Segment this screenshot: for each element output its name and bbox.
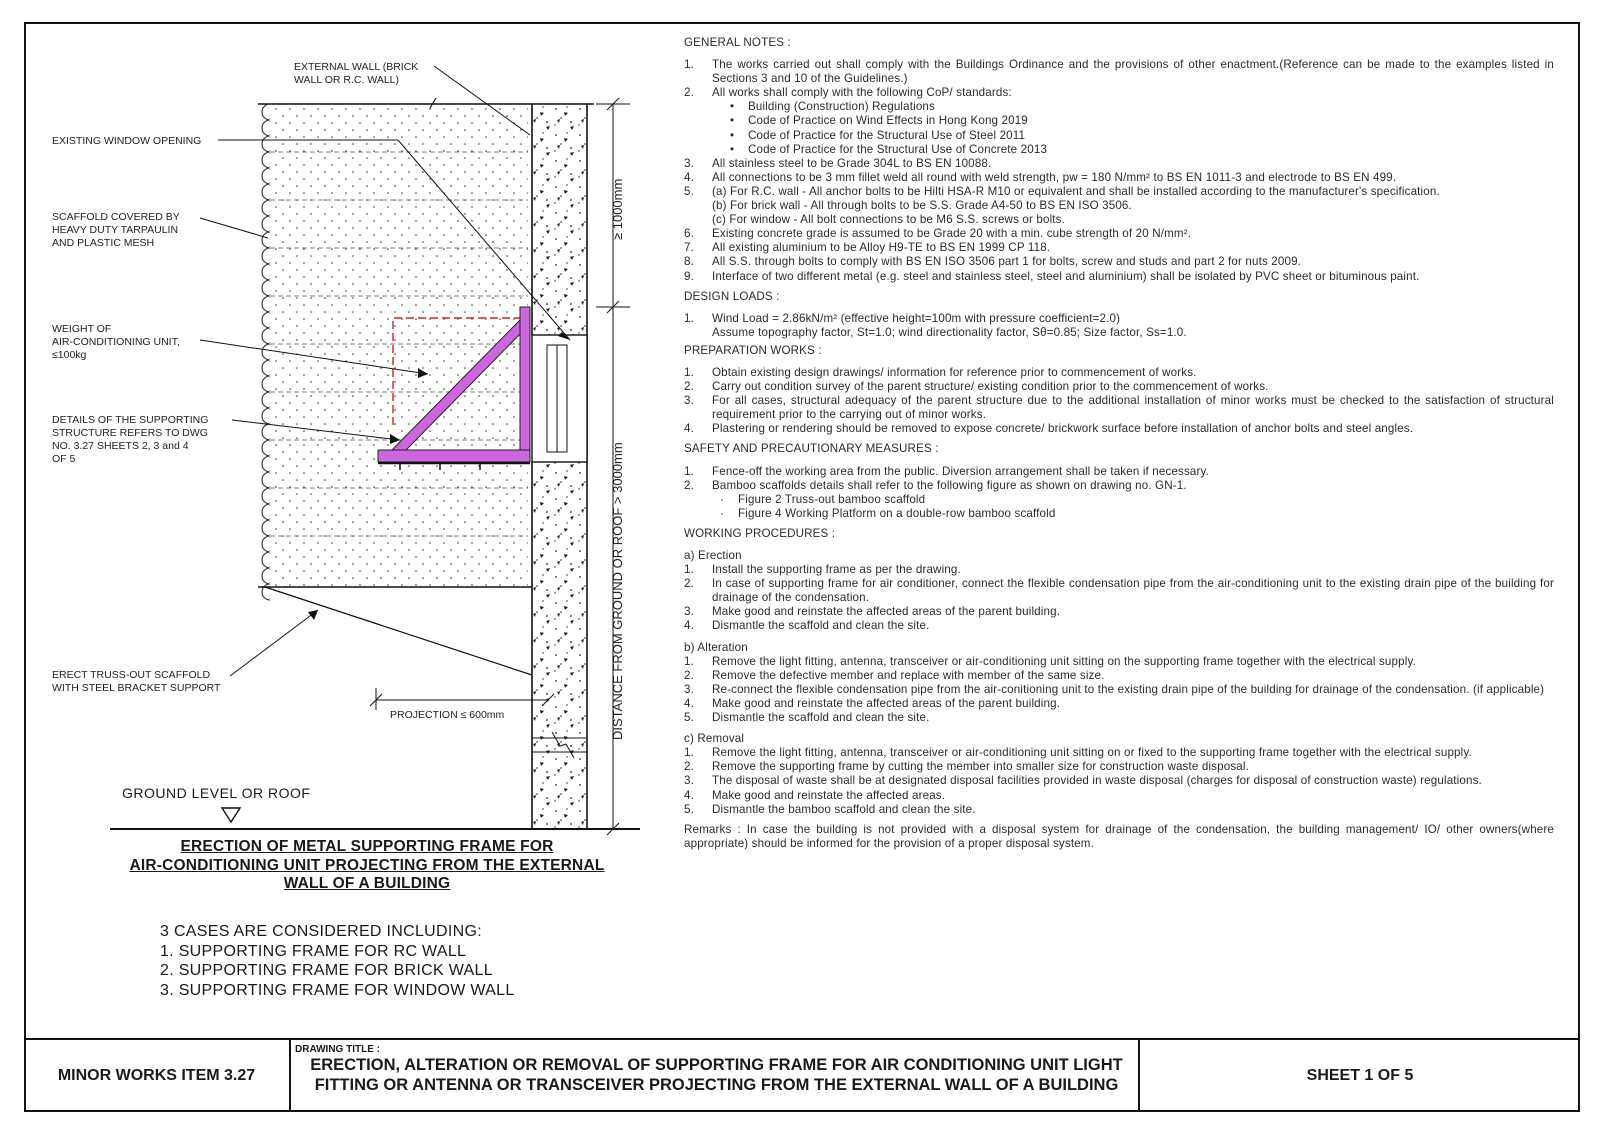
erection-step-text: Dismantle the scaffold and clean the site. bbox=[712, 619, 930, 633]
removal-step bbox=[684, 760, 1554, 774]
general-note-text: Existing concrete grade is assumed to be Grade 20 with a min. cube strength of 20 N/mm². bbox=[712, 227, 1192, 241]
cases-heading: 3 CASES ARE CONSIDERED INCLUDING: bbox=[160, 923, 482, 940]
alteration-step-text: Remove the defective member and replace with member of the same size. bbox=[712, 668, 1105, 682]
cop-item bbox=[684, 114, 1554, 128]
prep-note-number: 4. bbox=[684, 422, 694, 436]
cop-item-text: Code of Practice on Wind Effects in Hong Kong 2019 bbox=[748, 114, 1028, 128]
bullet-icon: · bbox=[720, 506, 725, 520]
erection-step-number: 4. bbox=[684, 619, 694, 633]
drawing-title-line: ERECTION, ALTERATION OR REMOVAL OF SUPPORTING FRAME FOR AIR CONDITIONING UNIT LIGHT bbox=[310, 1056, 1123, 1074]
drawing-title-cell bbox=[291, 1040, 1140, 1112]
general-note-number: 8. bbox=[684, 255, 694, 269]
general-note bbox=[684, 255, 1554, 269]
label-external-wall bbox=[294, 61, 418, 86]
erection-step bbox=[684, 577, 1554, 605]
sheet-number: SHEET 1 OF 5 bbox=[1306, 1067, 1414, 1084]
drawing-title-line: FITTING OR ANTENNA OR TRANSCEIVER PROJECTING FROM THE EXTERNAL WALL OF A BUILDING bbox=[314, 1076, 1119, 1094]
label-weight bbox=[52, 323, 180, 361]
removal-step bbox=[684, 774, 1554, 788]
general-note-text: All connections to be 3 mm fillet weld all round with weld strength, pw = 180 N/mm² to BS EN 1011-3 and electrode to BS EN 499. bbox=[712, 170, 1397, 184]
svg-text:WALL OR R.C. WALL): WALL OR R.C. WALL) bbox=[294, 74, 400, 86]
general-note-text: The works carried out shall comply with the Buildings Ordinance and the provisions of other enactment.(Reference can be made to the examples listed in Sections 3 and 10 of the Guidelines.) bbox=[712, 58, 1554, 86]
main-title-line: ERECTION OF METAL SUPPORTING FRAME FOR bbox=[180, 838, 554, 855]
cop-item-text: Code of Practice for the Structural Use of Concrete 2013 bbox=[748, 142, 1048, 156]
alteration-step bbox=[684, 683, 1554, 697]
general-note-text: All S.S. through bolts to comply with BS EN ISO 3506 part 1 for bolts, screw and studs and part 2 for nuts 2009. bbox=[712, 255, 1302, 269]
general-note-number: 5. bbox=[684, 184, 694, 198]
existing-window bbox=[532, 335, 587, 462]
cases-list bbox=[160, 922, 515, 1000]
general-note bbox=[684, 86, 1554, 100]
cop-item bbox=[684, 129, 1554, 143]
svg-text:WITH STEEL BRACKET SUPPORT: WITH STEEL BRACKET SUPPORT bbox=[52, 682, 221, 694]
prep-note-number: 3. bbox=[684, 394, 694, 408]
general-note-text: All existing aluminium to be Alloy H9-TE to BS EN 1999 CP 118. bbox=[712, 241, 1051, 255]
safety-note bbox=[684, 465, 1554, 479]
prep-note bbox=[684, 380, 1554, 394]
general-note-number: 4. bbox=[684, 170, 694, 184]
removal-heading: c) Removal bbox=[684, 732, 745, 746]
removal-step-number: 1. bbox=[684, 746, 694, 760]
label-dim-distance: DISTANCE FROM GROUND OR ROOF > 3000mm bbox=[610, 442, 625, 740]
safety-note-number: 1. bbox=[684, 464, 694, 478]
drawing-title-label: DRAWING TITLE : bbox=[295, 1044, 380, 1055]
safety-note-text: Bamboo scaffolds details shall refer to the following figure as shown on drawing no. GN-1. bbox=[712, 478, 1187, 492]
removal-step bbox=[684, 789, 1554, 803]
title-block bbox=[24, 1038, 1580, 1112]
design-loads-heading: DESIGN LOADS : bbox=[684, 289, 780, 303]
general-note bbox=[684, 270, 1554, 284]
svg-text:≤100kg: ≤100kg bbox=[52, 349, 87, 361]
general-note-text: All works shall comply with the following CoP/ standards: bbox=[712, 86, 1012, 100]
general-note-number: 2. bbox=[684, 86, 694, 100]
svg-text:AIR-CONDITIONING UNIT,: AIR-CONDITIONING UNIT, bbox=[52, 336, 180, 348]
removal-step-text: The disposal of waste shall be at designated disposal facilities provided in waste disposal (charges for disposal of construction waste) regulations. bbox=[712, 774, 1482, 788]
svg-text:SCAFFOLD COVERED BY: SCAFFOLD COVERED BY bbox=[52, 211, 180, 223]
general-note-text: (a) For R.C. wall - All anchor bolts to be Hilti HSA-R M10 or equivalent and shall be installed according to the manufacturer's specification. bbox=[712, 184, 1440, 198]
main-title bbox=[112, 838, 622, 894]
alteration-step bbox=[684, 669, 1554, 683]
svg-text:WEIGHT OF: WEIGHT OF bbox=[52, 323, 112, 335]
alteration-step-text: Remove the light fitting, antenna, transceiver or air-conditioning unit sitting on the supporting frame together with the electrical supply. bbox=[712, 654, 1416, 668]
removal-step bbox=[684, 746, 1554, 760]
label-details bbox=[52, 414, 208, 465]
alteration-step bbox=[684, 655, 1554, 669]
design-note bbox=[684, 312, 1554, 326]
general-note bbox=[684, 157, 1554, 171]
alteration-step-number: 2. bbox=[684, 668, 694, 682]
figure-item bbox=[684, 493, 1554, 507]
label-dim-1000: ≥ 1000mm bbox=[610, 178, 625, 240]
bullet-icon: • bbox=[730, 114, 735, 128]
safety-note bbox=[684, 479, 1554, 493]
erection-step-text: Make good and reinstate the affected areas of the parent building. bbox=[712, 605, 1061, 619]
general-notes-heading: GENERAL NOTES : bbox=[684, 36, 791, 49]
general-note-number: 1. bbox=[684, 58, 694, 72]
bullet-icon: • bbox=[730, 100, 735, 114]
design-sub: Assume topography factor, St=1.0; wind directionality factor, Sθ=0.85; Size factor, Ss=1.0. bbox=[712, 325, 1187, 339]
cop-item-text: Building (Construction) Regulations bbox=[748, 100, 935, 114]
svg-text:HEAVY DUTY TARPAULIN: HEAVY DUTY TARPAULIN bbox=[52, 224, 179, 236]
removal-step-text: Dismantle the bamboo scaffold and clean the site. bbox=[712, 802, 976, 816]
prep-note-number: 1. bbox=[684, 365, 694, 379]
case-item: 3. SUPPORTING FRAME FOR WINDOW WALL bbox=[160, 981, 515, 999]
general-note bbox=[684, 171, 1554, 185]
working-procedures-heading: WORKING PROCEDURES : bbox=[684, 526, 836, 540]
general-note-number: 7. bbox=[684, 241, 694, 255]
cop-item bbox=[684, 100, 1554, 114]
prep-note-text: Obtain existing design drawings/ information for reference prior to commencement of works. bbox=[712, 365, 1197, 379]
notes-panel bbox=[684, 34, 1554, 851]
erection-step bbox=[684, 619, 1554, 633]
prep-note-text: Plastering or rendering should be removed to expose concrete/ brickwork surface before installation of anchor bolts and steel angles. bbox=[712, 422, 1414, 436]
figure-item-text: Figure 4 Working Platform on a double-row bamboo scaffold bbox=[738, 506, 1056, 520]
alteration-step-text: Make good and reinstate the affected areas of the parent building. bbox=[712, 696, 1061, 710]
alteration-step-text: Re-connect the flexible condensation pipe from the air-conitioning unit to the existing drain pipe of the building for drainage of the condensation. (if applicable) bbox=[712, 682, 1545, 696]
svg-text:ERECT TRUSS-OUT SCAFFOLD: ERECT TRUSS-OUT SCAFFOLD bbox=[52, 669, 211, 681]
cop-item bbox=[684, 143, 1554, 157]
removal-step-number: 5. bbox=[684, 802, 694, 816]
bullet-icon: · bbox=[720, 492, 725, 506]
prep-note-number: 2. bbox=[684, 380, 694, 394]
label-truss-out bbox=[52, 669, 221, 694]
svg-text:OF 5: OF 5 bbox=[52, 453, 76, 465]
figure-item bbox=[684, 507, 1554, 521]
bullet-icon: • bbox=[730, 142, 735, 156]
prep-note-text: For all cases, structural adequacy of the parent structure due to the additional installation of minor works must be checked to the satisfaction of structural requirement prior to the carrying out of minor works. bbox=[712, 394, 1554, 422]
label-projection: PROJECTION ≤ 600mm bbox=[390, 709, 505, 721]
svg-text:NO. 3.27 SHEETS 2, 3 and 4: NO. 3.27 SHEETS 2, 3 and 4 bbox=[52, 440, 189, 452]
removal-step-text: Remove the supporting frame by cutting the member into smaller size for construction waste disposal. bbox=[712, 760, 1249, 774]
general-note-number: 9. bbox=[684, 269, 694, 283]
svg-text:STRUCTURE REFERS TO DWG: STRUCTURE REFERS TO DWG bbox=[52, 427, 208, 439]
svg-text:DETAILS OF THE SUPPORTING: DETAILS OF THE SUPPORTING bbox=[52, 414, 209, 426]
erection-step-text: Install the supporting frame as per the drawing. bbox=[712, 563, 961, 577]
removal-step-number: 4. bbox=[684, 788, 694, 802]
alteration-step bbox=[684, 697, 1554, 711]
label-scaffold-covered bbox=[52, 211, 180, 249]
general-note-number: 6. bbox=[684, 227, 694, 241]
prep-note bbox=[684, 422, 1554, 436]
erection-step-text: In case of supporting frame for air conditioner, connect the flexible condensation pipe from the air-conditioning unit to the existing drain pipe of the building for drainage of the condensation. bbox=[712, 577, 1554, 605]
general-note-text: All stainless steel to be Grade 304L to BS EN 10088. bbox=[712, 156, 992, 170]
case-item: 2. SUPPORTING FRAME FOR BRICK WALL bbox=[160, 962, 493, 979]
alteration-heading: b) Alteration bbox=[684, 640, 748, 654]
general-note-number: 3. bbox=[684, 156, 694, 170]
main-title-line: AIR-CONDITIONING UNIT PROJECTING FROM THE EXTERNAL bbox=[129, 856, 605, 874]
alteration-step-text: Dismantle the scaffold and clean the site. bbox=[712, 711, 930, 725]
preparation-heading: PREPARATION WORKS : bbox=[684, 343, 822, 357]
label-window-opening: EXISTING WINDOW OPENING bbox=[52, 135, 202, 147]
erection-step bbox=[684, 605, 1554, 619]
design-note-number: 1. bbox=[684, 311, 694, 325]
general-note-text: Interface of two different metal (e.g. steel and stainless steel, steel and aluminium) shall be isolated by PVC sheet or bituminous paint. bbox=[712, 269, 1420, 283]
safety-note-number: 2. bbox=[684, 478, 694, 492]
bullet-icon: • bbox=[730, 128, 735, 142]
safety-heading: SAFETY AND PRECAUTIONARY MEASURES : bbox=[684, 442, 939, 456]
note-5b: (b) For brick wall - All through bolts to be S.S. Grade A4-50 to BS EN ISO 3506. bbox=[712, 199, 1132, 213]
ground-level-label: GROUND LEVEL OR ROOF bbox=[122, 785, 311, 801]
case-item: 1. SUPPORTING FRAME FOR RC WALL bbox=[160, 942, 467, 960]
alteration-step-number: 5. bbox=[684, 711, 694, 725]
prep-note-text: Carry out condition survey of the parent structure/ existing condition prior to the commencement of works. bbox=[712, 380, 1269, 394]
removal-step-number: 3. bbox=[684, 774, 694, 788]
general-note bbox=[684, 227, 1554, 241]
safety-note-text: Fence-off the working area from the public. Diversion arrangement shall be taken if necessary. bbox=[712, 464, 1209, 478]
svg-text:AND PLASTIC MESH: AND PLASTIC MESH bbox=[52, 237, 155, 249]
general-note bbox=[684, 241, 1554, 255]
general-note bbox=[684, 58, 1554, 86]
erection-heading: a) Erection bbox=[684, 549, 742, 562]
cop-item-text: Code of Practice for the Structural Use of Steel 2011 bbox=[748, 128, 1026, 142]
alteration-step bbox=[684, 711, 1554, 725]
removal-step bbox=[684, 803, 1554, 817]
alteration-step-number: 1. bbox=[684, 654, 694, 668]
erection-step bbox=[684, 563, 1554, 577]
remarks: Remarks : In case the building is not provided with a disposal system for drainage of the condensation, the building management/ IO/ other owners(where appropriate) should be informed for the provision of a proper disposal system. bbox=[684, 822, 1554, 850]
design-note-text: Wind Load = 2.86kN/m² (effective height=100m with pressure coefficient=2.0) bbox=[712, 311, 1121, 325]
removal-step-text: Remove the light fitting, antenna, transceiver or air-conditioning unit sitting on or fixed to the supporting frame together with the electrical supply. bbox=[712, 746, 1472, 760]
alteration-step-number: 3. bbox=[684, 682, 694, 696]
note-5c: (c) For window - All bolt connections to be M6 S.S. screws or bolts. bbox=[712, 213, 1065, 227]
svg-text:EXTERNAL WALL (BRICK: EXTERNAL WALL (BRICK bbox=[294, 61, 419, 73]
erection-step-number: 1. bbox=[684, 563, 694, 577]
prep-note bbox=[684, 366, 1554, 380]
erection-step-number: 2. bbox=[684, 577, 694, 591]
general-note bbox=[684, 185, 1554, 199]
figure-item-text: Figure 2 Truss-out bamboo scaffold bbox=[738, 492, 926, 506]
main-title-line: WALL OF A BUILDING bbox=[283, 875, 451, 892]
removal-step-text: Make good and reinstate the affected areas. bbox=[712, 788, 946, 802]
alteration-step-number: 4. bbox=[684, 696, 694, 710]
prep-note bbox=[684, 394, 1554, 422]
erection-step-number: 3. bbox=[684, 605, 694, 619]
minor-works-item: MINOR WORKS ITEM 3.27 bbox=[24, 1040, 291, 1112]
removal-step-number: 2. bbox=[684, 760, 694, 774]
